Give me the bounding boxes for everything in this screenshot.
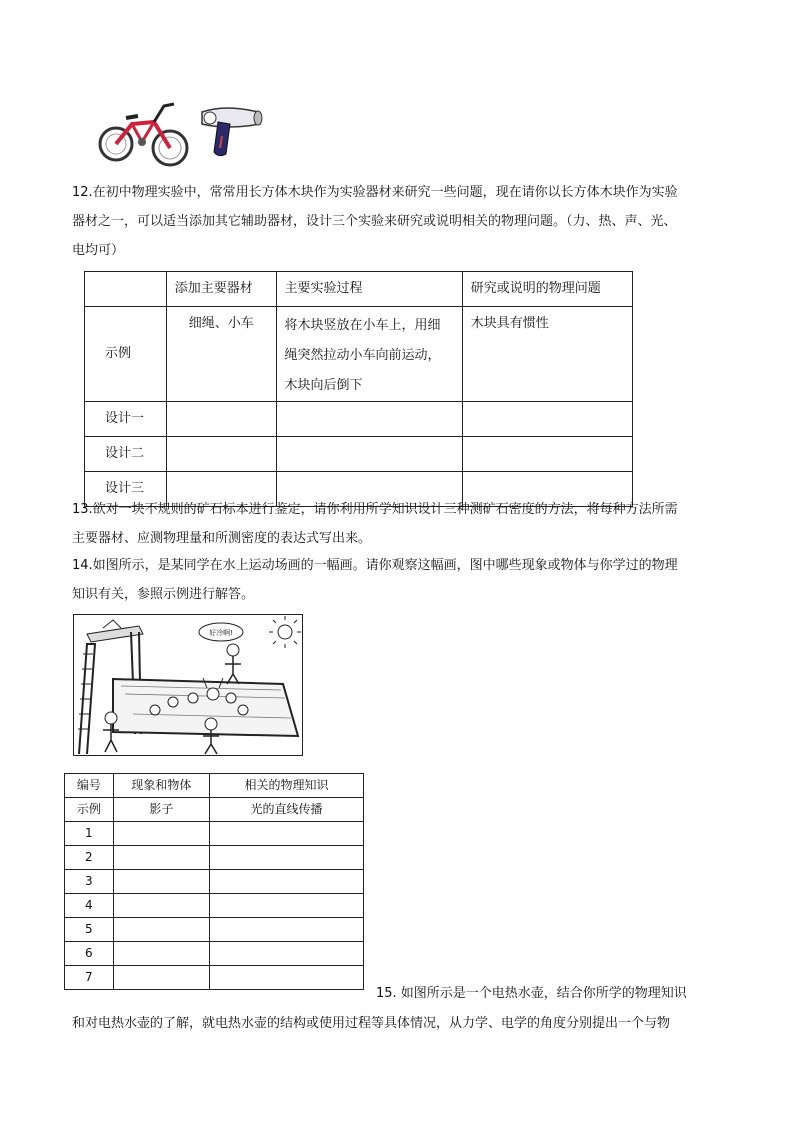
q14-row-cell — [210, 822, 364, 846]
speech-bubble-text: 好冷啊! — [209, 629, 233, 637]
question-12 — [72, 178, 724, 265]
q12-example-label: 示例 — [85, 307, 167, 402]
q12-row-label: 设计二 — [85, 437, 167, 472]
q14-table — [64, 773, 364, 990]
q14-example-knowledge: 光的直线传播 — [210, 798, 364, 822]
q14-row-cell — [210, 942, 364, 966]
q14-row-cell — [210, 870, 364, 894]
q14-row-number: 3 — [65, 870, 114, 894]
q12-row-cell — [462, 402, 632, 437]
q14-row-cell — [210, 894, 364, 918]
q14-row-cell — [113, 966, 209, 990]
q12-row-cell — [462, 437, 632, 472]
q14-header-object: 现象和物体 — [113, 774, 209, 798]
question-13 — [72, 495, 724, 553]
q14-row-cell — [113, 870, 209, 894]
q14-header-knowledge: 相关的物理知识 — [210, 774, 364, 798]
q14-row-cell — [210, 966, 364, 990]
q14-row-number: 5 — [65, 918, 114, 942]
q14-line-2: 知识有关，参照示例进行解答。 — [72, 587, 255, 602]
q14-row-number: 4 — [65, 894, 114, 918]
q15-line-2: 和对电热水壶的了解，就电热水壶的结构或使用过程等具体情况，从力学、电学的角度分别提出一个与物 — [72, 1016, 671, 1031]
q15-line-1: 15. 如图所示是一个电热水壶，结合你所学的物理知识 — [376, 986, 687, 1001]
q14-row-cell — [113, 918, 209, 942]
q12-line-1: 12.在初中物理实验中，常常用长方体木块作为实验器材来研究一些问题，现在请你以长方体木块作为实验 — [72, 185, 678, 200]
q14-example-label: 示例 — [65, 798, 114, 822]
q12-line-3: 电均可） — [72, 243, 125, 258]
q14-row-cell — [113, 822, 209, 846]
q12-row-cell — [166, 437, 276, 472]
q14-row-cell — [210, 846, 364, 870]
q14-example-object: 影子 — [113, 798, 209, 822]
q12-example-issue: 木块具有惯性 — [462, 307, 632, 402]
question-14 — [72, 551, 724, 609]
q12-line-2: 器材之一，可以适当添加其它辅助器材，设计三个实验来研究或说明相关的物理问题。（力、热、声、光、 — [72, 214, 677, 229]
q12-example-process: 将木块竖放在小车上，用细 绳突然拉动小车向前运动， 木块向后倒下 — [276, 307, 462, 402]
q12-header-blank — [85, 272, 167, 307]
q13-line-2: 主要器材、应测物理量和所测密度的表达式写出来。 — [72, 531, 372, 546]
q12-example-equipment: 细绳、小车 — [166, 307, 276, 402]
q14-row-number: 1 — [65, 822, 114, 846]
q14-row-cell — [113, 846, 209, 870]
q12-row-cell — [166, 402, 276, 437]
q13-line-1: 13.欲对一块不规则的矿石标本进行鉴定，请你利用所学知识设计三种测矿石密度的方法，将每种方法所需 — [72, 502, 678, 517]
q12-header-issue: 研究或说明的物理问题 — [462, 272, 632, 307]
q14-row-number: 6 — [65, 942, 114, 966]
q14-row-number: 7 — [65, 966, 114, 990]
q14-row-cell — [113, 894, 209, 918]
q12-header-equipment: 添加主要器材 — [166, 272, 276, 307]
q14-row-number: 2 — [65, 846, 114, 870]
pool-scene-illustration — [73, 614, 303, 756]
q14-line-1: 14.如图所示，是某同学在水上运动场画的一幅画。请你观察这幅画，图中哪些现象或物体与你学过的物理 — [72, 558, 678, 573]
q12-header-process: 主要实验过程 — [276, 272, 462, 307]
q12-row-cell — [276, 402, 462, 437]
bicycle-icon — [98, 98, 192, 168]
q12-row-cell — [276, 437, 462, 472]
q12-row-label: 设计一 — [85, 402, 167, 437]
q14-row-cell — [210, 918, 364, 942]
q14-row-cell — [113, 942, 209, 966]
hair-dryer-icon — [196, 102, 266, 162]
q12-table — [84, 271, 633, 507]
q14-header-number: 编号 — [65, 774, 114, 798]
q12-row-label: 设计三 — [85, 472, 167, 507]
